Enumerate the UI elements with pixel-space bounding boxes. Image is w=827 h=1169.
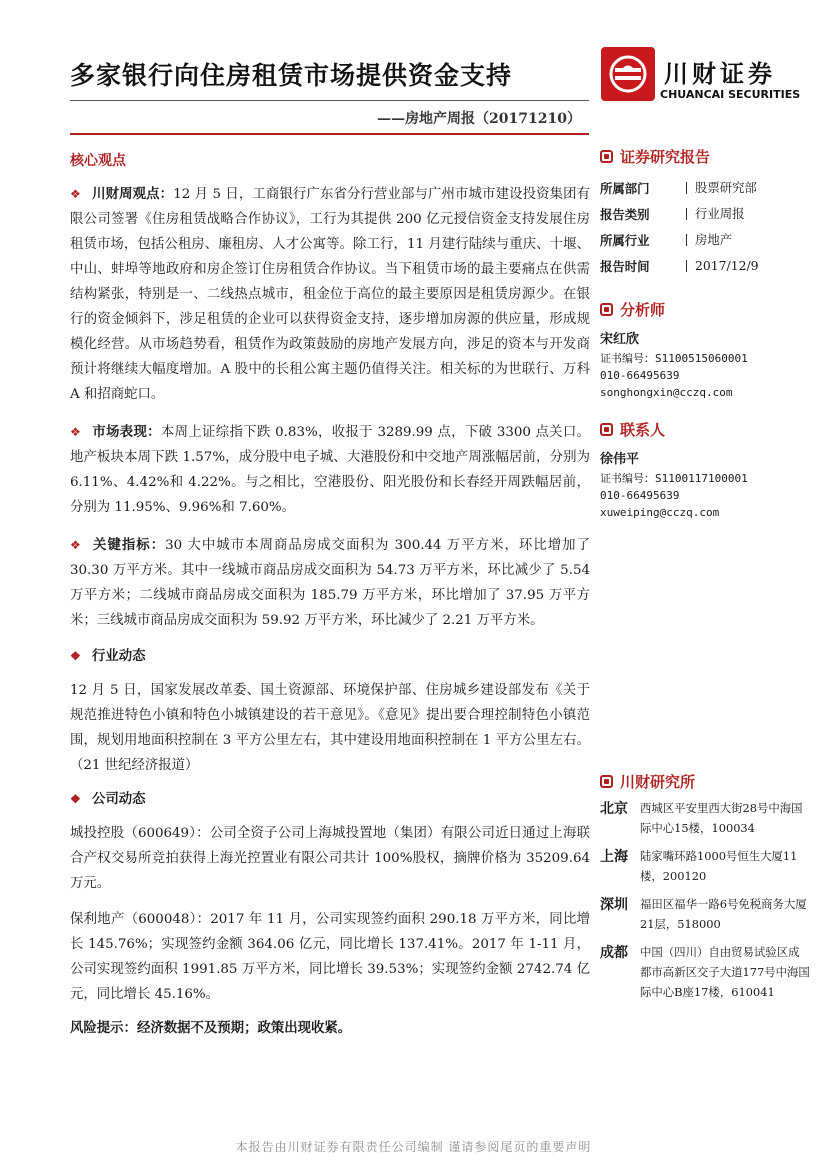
office-item: [600, 846, 810, 886]
institute-label: 川财研究所: [620, 773, 696, 791]
market-text: 本周上证综指下跌 0.83%，收报于 3289.99 点，下破 3300 点关口。地产板块本周下跌 1.57%，成分股中电子城、大港股份和中交地产周涨幅居前，分别为 6.11%、4.42%和 4.22%。与之相比，空港股份、阳光股份和长春经开周跌幅居前，分别为 11.95%、9.96%和 7.60%。: [70, 425, 591, 515]
analyst-email[interactable]: songhongxin@cczq.com: [600, 386, 733, 399]
main-content: [70, 150, 590, 1041]
logo-mark-icon: [601, 47, 655, 101]
core-heading: 核心观点: [70, 153, 126, 169]
office-city: 成都: [600, 945, 628, 961]
analyst-cert: 证书编号：S1100515060001: [600, 352, 748, 365]
info-value: 房地产: [686, 234, 732, 246]
header-divider: [70, 133, 589, 135]
office-city: 上海: [600, 849, 628, 865]
weekly-view-text: 12 月 5 日，工商银行广东省分行营业部与广州市城市建设投资集团有限公司签署《住房租赁战略合作协议》，工行为其提供 200 亿元授信资金支持发展住房租赁市场，包括公租房、廉租房、人才公寓等。除工行，11 月建行陆续与重庆、十堰、中山、蚌埠等地政府和房企签订住房租赁合作协议。当下租赁市场的最主要痛点在供需结构紧张，特别是一、二线热点城市，租金位于高位的最主要原因是租赁房源少。在银行的资金倾斜下，涉足租赁的企业可以获得资金支持，逐步增加房源的供应量，形成规模化经营。从市场趋势看，租赁作为政策鼓励的房地产发展方向，涉足的资本与开发商预计将继续大幅度增加。A 股中的长租公寓主题仍值得关注。相关标的为世联行、万科 A 和招商蛇口。: [70, 187, 591, 402]
contact-email[interactable]: xuweiping@cczq.com: [600, 506, 720, 519]
contact-heading: [600, 419, 810, 440]
info-row: [600, 201, 810, 227]
industry-text: 12 月 5 日，国家发展改革委、国土资源部、环境保护部、住房城乡建设部发布《关于规范推进特色小镇和特色小城镇建设的若干意见》。《意见》提出要合理控制特色小镇范围，规划用地面积控制在 3 平方公里左右，其中建设用地面积控制在 1 平方公里左右。（21 世纪经济报道）: [70, 683, 590, 773]
sidebar: [600, 146, 810, 1010]
office-address: 西城区平安里西大街28号中海国际中心15楼，100034: [640, 801, 803, 835]
info-key: 报告类别: [600, 207, 650, 222]
contact-card: [600, 448, 810, 521]
market-paragraph: [70, 420, 590, 520]
weekly-view-label: 川财周观点：: [92, 186, 174, 202]
office-address: 陆家嘴环路1000号恒生大厦11楼，200120: [640, 849, 798, 883]
company-name: 川财证券: [664, 60, 776, 88]
info-value: 股票研究部: [686, 182, 757, 194]
report-subtitle: ——房地产周报（20171210）: [377, 111, 581, 127]
square-bullet-icon: [600, 303, 613, 316]
diamond-bullet-icon: ❖: [70, 187, 81, 201]
risk-warning: 风险提示：经济数据不及预期；政策出现收紧。: [70, 1020, 352, 1036]
analyst-card: [600, 328, 810, 401]
contact-label: 联系人: [620, 421, 666, 439]
page-footer: 本报告由川财证券有限责任公司编制 谨请参阅尾页的重要声明: [235, 1140, 592, 1154]
office-item: [600, 798, 810, 838]
company-name-en: CHUANCAI SECURITIES: [660, 88, 801, 101]
square-bullet-icon: [600, 150, 613, 163]
industry-label: 行业动态: [92, 648, 146, 664]
info-value: 行业周报: [686, 208, 745, 220]
institute-heading: [600, 771, 810, 792]
info-key: 所属行业: [600, 233, 650, 248]
company-heading: [70, 787, 590, 812]
info-row: [600, 253, 810, 279]
contact-name: 徐伟平: [600, 452, 640, 467]
market-label: 市场表现：: [92, 424, 161, 440]
analyst-heading: [600, 299, 810, 320]
company-news-1: 城投控股（600649）：公司全资子公司上海城投置地（集团）有限公司近日通过上海联合产权交易所竞拍获得上海光控置业有限公司共计 100%股权，摘牌价格为 35209.64 万元。: [70, 826, 590, 891]
report-type-label: 证券研究报告: [620, 148, 711, 166]
analyst-name: 宋红欣: [600, 332, 640, 347]
company-logo-icon: [601, 47, 655, 101]
office-list: [600, 798, 810, 1002]
office-address: 中国（四川）自由贸易试验区成都市高新区交子大道177号中海国际中心B座17楼，610041: [640, 945, 810, 999]
info-key: 报告时间: [600, 259, 650, 274]
contact-phone: 010-66495639: [600, 489, 680, 502]
company-news-2: 保利地产（600048）：2017 年 11 月，公司实现签约面积 290.18 万平方米，同比增长 145.76%；实现签约金额 364.06 亿元，同比增长 137.41%。2017 年 1-11 月，公司实现签约面积 1991.85 万平方米，同比增长 39.53%；实现签约金额 2742.74 亿元，同比增长 45.16%。: [70, 912, 590, 1002]
diamond-bullet-icon: ❖: [70, 538, 81, 552]
info-value: 2017/12/9: [686, 260, 759, 272]
company-label: 公司动态: [92, 791, 146, 807]
office-item: [600, 942, 810, 1002]
title-divider: [70, 100, 589, 101]
industry-heading: [70, 644, 590, 669]
diamond-bullet-icon: ❖: [70, 425, 81, 439]
office-city: 深圳: [600, 897, 628, 913]
weekly-view-paragraph: [70, 182, 590, 407]
analyst-phone: 010-66495639: [600, 369, 680, 382]
key-indicator-paragraph: [70, 533, 590, 633]
square-bullet-icon: [600, 423, 613, 436]
report-info-list: [600, 175, 810, 279]
key-indicator-label: 关键指标：: [92, 537, 166, 553]
office-city: 北京: [600, 801, 628, 817]
analyst-label: 分析师: [620, 301, 666, 319]
key-indicator-text: 30 大中城市本周商品房成交面积为 300.44 万平方米，环比增加了 30.30 万平方米。其中一线城市商品房成交面积为 54.73 万平方米，环比减少了 5.54 万平方米；二线城市商品房成交面积为 185.79 万平方米，环比增加了 37.95 万平方米；三线城市商品房成交面积为 59.92 万平方米，环比减少了 2.21 万平方米。: [70, 538, 590, 628]
office-address: 福田区福华一路6号免税商务大厦21层，518000: [640, 897, 807, 931]
info-row: [600, 175, 810, 201]
square-bullet-icon: [600, 775, 613, 788]
info-key: 所属部门: [600, 181, 650, 196]
diamond-bullet-icon: ❖: [70, 792, 81, 806]
office-item: [600, 894, 810, 934]
contact-cert: 证书编号：S1100117100001: [600, 472, 748, 485]
report-title: 多家银行向住房租赁市场提供资金支持: [70, 61, 513, 90]
report-type-heading: [600, 146, 810, 167]
diamond-bullet-icon: ❖: [70, 649, 81, 663]
info-row: [600, 227, 810, 253]
